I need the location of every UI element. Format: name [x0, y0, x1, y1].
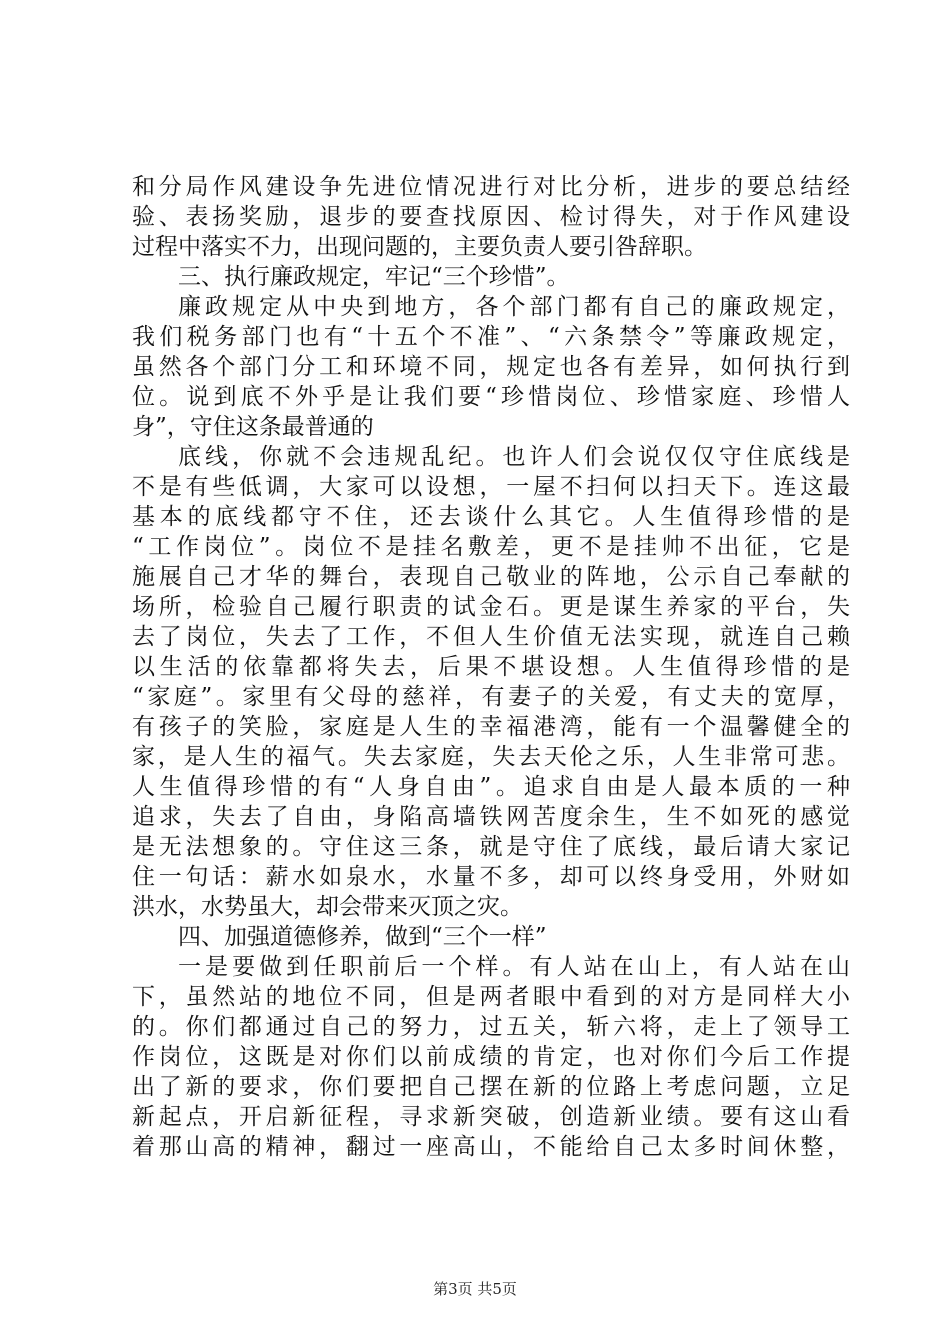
- text-line: 三、执行廉政规定，牢记“三个珍惜”。: [178, 264, 570, 290]
- text-line: 去了岗位，失去了工作，不但人生价值无法实现，就连自己赖: [132, 624, 850, 650]
- text-line: 一是要做到任职前后一个样。有人站在山上，有人站在山: [178, 954, 850, 980]
- text-line: 洪水，水势虽大，却会带来灭顶之灾。: [132, 894, 523, 920]
- text-line: 家，是人生的福气。失去家庭，失去天伦之乐，人生非常可悲。: [132, 744, 850, 770]
- text-line: 不是有些低调，大家可以设想，一屋不扫何以扫天下。连这最: [132, 474, 850, 500]
- text-line: 新起点，开启新征程，寻求新突破，创造新业绩。要有这山看: [132, 1104, 850, 1130]
- text-line: 是无法想象的。守住这三条，就是守住了底线，最后请大家记: [132, 834, 850, 860]
- page-number-footer: 第3页 共5页: [433, 1280, 517, 1298]
- text-line: 有孩子的笑脸，家庭是人生的幸福港湾，能有一个温馨健全的: [132, 714, 850, 740]
- text-line: 身”，守住这条最普通的: [132, 414, 374, 440]
- text-line: 施展自己才华的舞台，表现自己敬业的阵地，公示自己奉献的: [132, 564, 850, 590]
- text-line: 着那山高的精神，翻过一座高山，不能给自己太多时间休整，: [132, 1134, 850, 1160]
- text-line: 作岗位，这既是对你们以前成绩的肯定，也对你们今后工作提: [132, 1044, 850, 1070]
- text-line: 廉政规定从中央到地方，各个部门都有自己的廉政规定，: [178, 294, 850, 320]
- text-line: 出了新的要求，你们要把自己摆在新的位路上考虑问题，立足: [132, 1074, 850, 1100]
- text-line: 以生活的依靠都将失去，后果不堪设想。人生值得珍惜的是: [132, 654, 850, 680]
- text-line: 底线，你就不会违规乱纪。也许人们会说仅仅守住底线是: [178, 444, 850, 470]
- text-line: 过程中落实不力，出现问题的，主要负责人要引咎辞职。: [132, 234, 707, 260]
- text-line: 人生值得珍惜的有“人身自由”。追求自由是人最本质的一种: [132, 774, 850, 800]
- text-line: 住一句话：薪水如泉水，水量不多，却可以终身受用，外财如: [132, 864, 850, 890]
- text-line: 基本的底线都守不住，还去谈什么其它。人生值得珍惜的是: [132, 504, 850, 530]
- text-line: “工作岗位”。岗位不是挂名敷差，更不是挂帅不出征，它是: [132, 534, 850, 560]
- text-line: 虽然各个部门分工和环境不同，规定也各有差异，如何执行到: [132, 354, 850, 380]
- document-body: [132, 172, 850, 1162]
- text-line: 我们税务部门也有“十五个不准”、“六条禁令”等廉政规定，: [132, 324, 850, 350]
- text-line: 追求，失去了自由，身陷高墙铁网苦度余生，生不如死的感觉: [132, 804, 850, 830]
- text-line: 和分局作风建设争先进位情况进行对比分析，进步的要总结经: [132, 174, 850, 200]
- text-line: 下，虽然站的地位不同，但是两者眼中看到的对方是同样大小: [132, 984, 850, 1010]
- text-line: 验、表扬奖励，退步的要查找原因、检讨得失，对于作风建设: [132, 204, 850, 230]
- text-line: 四、加强道德修养，做到“三个一样”: [178, 924, 547, 950]
- text-line: 位。说到底不外乎是让我们要“珍惜岗位、珍惜家庭、珍惜人: [132, 384, 850, 410]
- text-line: 场所，检验自己履行职责的试金石。更是谋生养家的平台，失: [132, 594, 850, 620]
- text-line: 的。你们都通过自己的努力，过五关，斩六将，走上了领导工: [132, 1014, 850, 1040]
- text-line: “家庭”。家里有父母的慈祥，有妻子的关爱，有丈夫的宽厚，: [132, 684, 850, 710]
